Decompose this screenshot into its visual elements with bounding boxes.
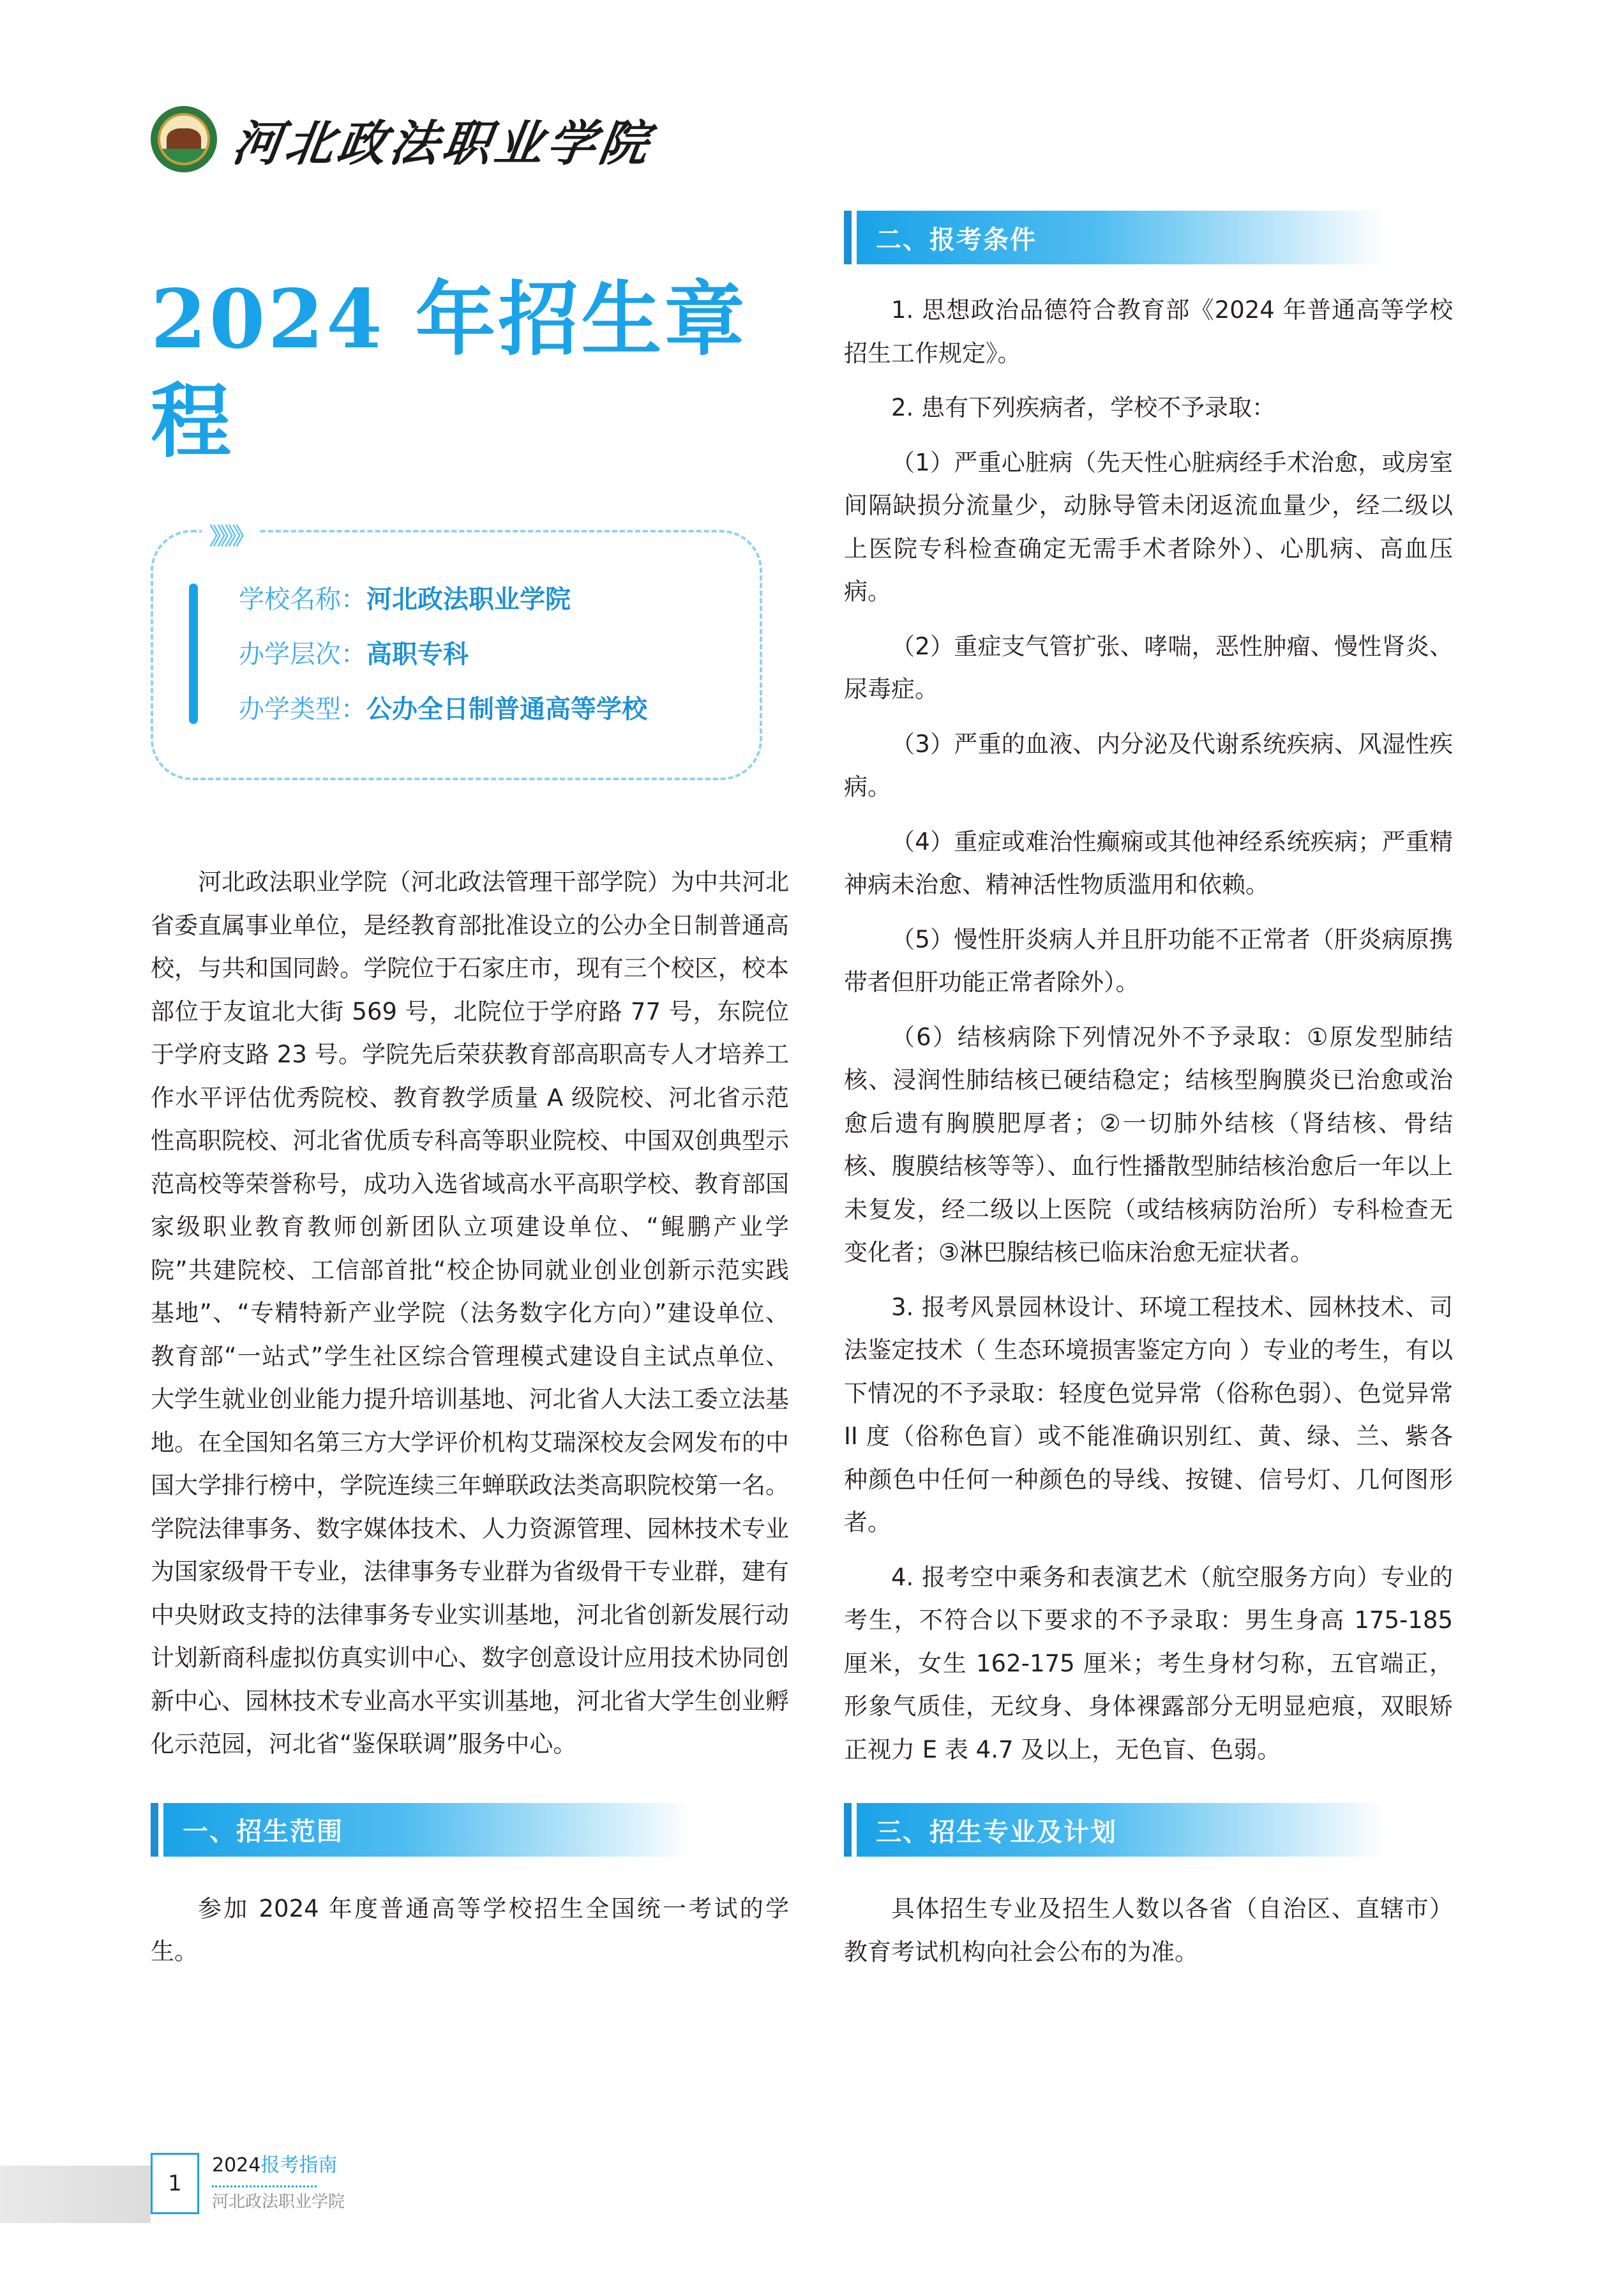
requirement-paragraph: （4）重症或难治性癫痫或其他神经系统疾病；严重精神病未治愈、精神活性物质滥用和依赖。 (844, 827, 1453, 898)
requirement-paragraph: （3）严重的血液、内分泌及代谢系统疾病、风湿性疾病。 (844, 730, 1453, 801)
page-title: 2024 年招生章程 (151, 272, 748, 469)
requirement-paragraph: （5）慢性肝炎病人并且肝功能不正常者（肝炎病原携带者但肝功能正常者除外）。 (844, 925, 1453, 996)
info-label: 办学层次： (239, 640, 366, 669)
accent-bar (189, 584, 198, 724)
school-emblem-icon (151, 106, 217, 172)
requirement-paragraph: （2）重症支气管扩张、哮喘，恶性肿瘤、慢性肾炎、尿毒症。 (844, 632, 1453, 703)
heading-band (163, 1803, 693, 1857)
school-info-box (151, 524, 762, 780)
footer-wave-decoration (212, 2180, 317, 2187)
info-value: 公办全日制普通高等学校 (366, 695, 647, 724)
heading-label: 三、招生专业及计划 (876, 1817, 1117, 1847)
info-label: 办学类型： (239, 695, 366, 724)
footer-year: 2024 (212, 2154, 261, 2176)
heading-band (857, 1803, 1387, 1857)
heading-label: 一、招生范围 (183, 1817, 343, 1846)
footer-text (212, 2153, 345, 2213)
requirement-paragraph: 2. 患有下列疾病者，学校不予录取： (891, 394, 1276, 421)
heading-bar (844, 1803, 852, 1857)
heading-bar (844, 211, 852, 264)
info-value: 河北政法职业学院 (366, 585, 571, 614)
info-label: 学校名称： (239, 585, 366, 614)
requirement-paragraph: 1. 思想政治品德符合教育部《2024 年普通高等学校招生工作规定》。 (844, 296, 1453, 367)
info-row-type (239, 682, 647, 737)
info-value: 高职专科 (366, 640, 469, 669)
section-heading-plan (844, 1803, 1453, 1857)
heading-label: 二、报考条件 (876, 225, 1037, 255)
school-name-logo: 河北政法职业学院 (229, 114, 656, 172)
section-heading-scope (151, 1803, 789, 1857)
section-heading-requirements (844, 211, 1453, 264)
requirement-paragraph: （6）结核病除下列情况外不予录取：①原发型肺结核、浸润性肺结核已硬结稳定；结核型胸膜炎已治愈或治愈后遗有胸膜肥厚者；②一切肺外结核（肾结核、骨结核、腹膜结核等等）、血行性播散型肺结核治愈后一年以上未复发，经二级以上医院（或结核病防治所）专科检查无变化者；③淋巴腺结核已临床治愈无症状者。 (844, 1023, 1453, 1266)
section-plan-body: 具体招生专业及招生人数以各省（自治区、直辖市）教育考试机构向社会公布的为准。 (844, 1895, 1453, 1966)
emblem-inner (158, 113, 210, 165)
section-scope-body: 参加 2024 年度普通高等学校招生全国统一考试的学生。 (151, 1894, 789, 1965)
footer-gray-bar (0, 2166, 151, 2223)
footer-guide-label: 报考指南 (260, 2154, 338, 2176)
page-number: 1 (151, 2153, 199, 2214)
requirement-paragraph: （1）严重心脏病（先天性心脏病经手术治愈，或房室间隔缺损分流量少，动脉导管未闭返流血量少，经二级以上医院专科检查确定无需手术者除外）、心肌病、高血压病。 (844, 448, 1453, 605)
requirement-paragraph: 3. 报考风景园林设计、环境工程技术、园林技术、司法鉴定技术（ 生态环境损害鉴定方向 ）专业的考生，有以下情况的不予录取：轻度色觉异常（俗称色弱）、色觉异常 II 度（俗称色盲）或不能准确识别红、黄、绿、兰、紫各种颜色中任何一种颜色的导线、按键、信号灯、几何图形者。 (844, 1293, 1453, 1536)
heading-bar (151, 1803, 158, 1857)
info-rows (239, 572, 647, 737)
footer-school-name: 河北政法职业学院 (212, 2192, 345, 2212)
page-header (151, 101, 656, 177)
info-row-level (239, 627, 647, 682)
intro-paragraph: 河北政法职业学院（河北政法管理干部学院）为中共河北省委直属事业单位，是经教育部批准设立的公办全日制普通高校，与共和国同龄。学院位于石家庄市，现有三个校区，校本部位于友谊北大街 569 号，北院位于学府路 77 号，东院位于学府支路 23 号。学院先后荣获教育部高职高专人才培养工作水平评估优秀院校、教育教学质量 A 级院校、河北省示范性高职院校、河北省优质专科高等职业院校、中国双创典型示范高校等荣誉称号，成功入选省域高水平高职学校、教育部国家级职业教育教师创新团队立项建设单位、“鲲鹏产业学院”共建院校、工信部首批“校企协同就业创业创新示范实践基地”、“专精特新产业学院（法务数字化方向）”建设单位、教育部“一站式”学生社区综合管理模式建设自主试点单位、大学生就业创业能力提升培训基地、河北省人大法工委立法基地。在全国知名第三方大学评价机构艾瑞深校友会网发布的中国大学排行榜中，学院连续三年蝉联政法类高职院校第一名。学院法律事务、数字媒体技术、人力资源管理、园林技术专业为国家级骨干专业，法律事务专业群为省级骨干专业群，建有中央财政支持的法律事务专业实训基地，河北省创新发展行动计划新商科虚拟仿真实训中心、数字创意设计应用技术协同创新中心、园林技术专业高水平实训基地，河北省大学生创业孵化示范园，河北省“鉴保联调”服务中心。 (151, 868, 789, 1758)
footer-guide-title (212, 2153, 345, 2178)
right-column (844, 211, 1453, 1973)
heading-band (857, 211, 1387, 264)
arrows-decoration: 》》》》 (202, 518, 259, 551)
left-column (151, 268, 789, 1973)
info-row-school-name (239, 572, 647, 627)
requirement-paragraph: 4. 报考空中乘务和表演艺术（航空服务方向）专业的考生，不符合以下要求的不予录取：男生身高 175-185 厘米，女生 162-175 厘米；考生身材匀称，五官端正，形象气质佳，无纹身、身体裸露部分无明显疤痕，双眼矫正视力 E 表 4.7 及以上，无色盲、色弱。 (844, 1563, 1453, 1763)
